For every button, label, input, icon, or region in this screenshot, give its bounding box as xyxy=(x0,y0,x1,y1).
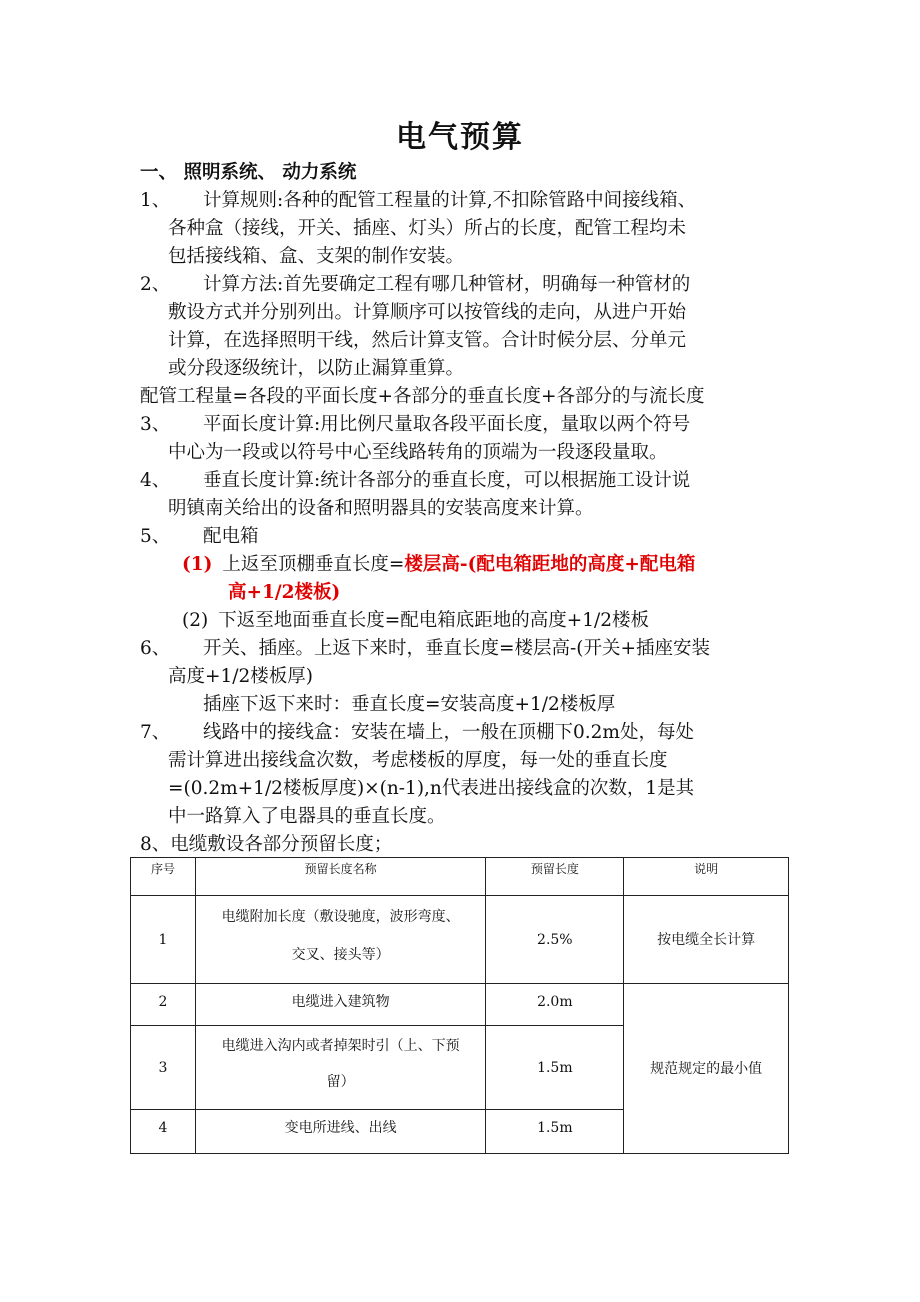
sub-item-number: (2) xyxy=(182,610,209,631)
row-length: 1.5m xyxy=(486,1026,624,1110)
row-number: 4 xyxy=(131,1110,196,1154)
item-number: 4、 xyxy=(140,470,171,491)
sub-item-text: 下返至地面垂直长度=配电箱底距地的高度+1/2楼板 xyxy=(218,610,649,631)
row-name-line: 留） xyxy=(326,1074,355,1090)
row-name-line: 交叉、接头等） xyxy=(291,947,390,963)
item-text: 计算规则:各种的配管工程量的计算,不扣除管路中间接线箱、 xyxy=(203,190,697,211)
row-name xyxy=(195,1026,486,1110)
header-cell: 说明 xyxy=(624,858,789,896)
cable-reserve-table xyxy=(130,857,789,1154)
item-3 xyxy=(140,410,690,440)
item-text: 线路中的接线盒：安装在墙上，一般在顶棚下0.2m处，每处 xyxy=(203,722,694,743)
item-1 xyxy=(140,186,696,216)
item-6-cont: 高度+1/2楼板厚) xyxy=(168,666,313,687)
item-2-cont-3: 或分段逐级统计，以防止漏算重算。 xyxy=(168,358,465,379)
item-6 xyxy=(140,634,710,664)
table-header-row xyxy=(131,858,789,896)
item-number: 7、 xyxy=(140,722,171,743)
section-heading: 一、 照明系统、 动力系统 xyxy=(140,162,357,183)
row-name: 变电所进线、出线 xyxy=(195,1110,486,1154)
sub-item-number: (1) xyxy=(182,554,213,575)
item-text: 计算方法:首先要确定工程有哪几种管材，明确每一种管材的 xyxy=(203,274,691,295)
item-2-cont-1: 敷设方式并分别列出。计算顺序可以按管线的走向，从进户开始 xyxy=(168,302,687,323)
formula-line: 配管工程量=各段的平面长度+各部分的垂直长度+各部分的与流长度 xyxy=(140,386,705,407)
item-7 xyxy=(140,718,694,748)
sub-item-1-cont: 高+1/2楼板) xyxy=(228,582,341,603)
header-cell: 预留长度 xyxy=(486,858,624,896)
item-text: 配电箱 xyxy=(203,526,259,547)
row-name: 电缆进入建筑物 xyxy=(195,984,486,1026)
item-2 xyxy=(140,270,690,300)
item-number: 1、 xyxy=(140,190,171,211)
item-7-cont-1: 需计算进出接线盒次数，考虑楼板的厚度，每一处的垂直长度 xyxy=(168,750,668,771)
page-title: 电气预算 xyxy=(396,120,524,155)
row-number: 2 xyxy=(131,984,196,1026)
item-number: 6、 xyxy=(140,638,171,659)
row-name-line: 电缆附加长度（敷设驰度，波形弯度、 xyxy=(221,909,460,925)
item-1-cont-2: 包括接线箱、盒、支架的制作安装。 xyxy=(168,246,465,267)
table-row xyxy=(131,984,789,1026)
item-text: 开关、插座。上返下来时，垂直长度=楼层高-(开关+插座安装 xyxy=(203,638,710,659)
row-length: 2.5% xyxy=(486,896,624,984)
row-name-line: 电缆进入沟内或者掉架时引（上、下预 xyxy=(221,1038,460,1054)
sub-item-text: 上返至顶棚垂直长度= xyxy=(222,554,405,575)
sub-item-highlight: 楼层高-(配电箱距地的高度+配电箱 xyxy=(404,554,696,575)
row-number: 1 xyxy=(131,896,196,984)
sub-item-2 xyxy=(182,606,649,636)
item-number: 5、 xyxy=(140,526,171,547)
item-4 xyxy=(140,466,690,496)
item-3-cont: 中心为一段或以符号中心至线路转角的顶端为一段逐段量取。 xyxy=(168,442,668,463)
item-8: 8、电缆敷设各部分预留长度； xyxy=(140,834,393,855)
item-number: 2、 xyxy=(140,274,171,295)
row-name xyxy=(195,896,486,984)
row-length: 2.0m xyxy=(486,984,624,1026)
item-7-cont-2: =(0.2m+1/2楼板厚度)×(n-1),n代表进出接线盒的次数，1是其 xyxy=(168,778,695,799)
item-7-cont-3: 中一路算入了电器具的垂直长度。 xyxy=(168,806,446,827)
item-text: 平面长度计算:用比例尺量取各段平面长度，量取以两个符号 xyxy=(203,414,691,435)
item-2-cont-2: 计算，在选择照明干线，然后计算支管。合计时候分层、分单元 xyxy=(168,330,687,351)
item-text: 垂直长度计算:统计各部分的垂直长度，可以根据施工设计说 xyxy=(203,470,691,491)
table-row xyxy=(131,896,789,984)
row-note: 按电缆全长计算 xyxy=(624,896,789,984)
item-6-extra: 插座下返下来时：垂直长度=安装高度+1/2楼板厚 xyxy=(203,694,616,715)
item-4-cont: 明镇南关给出的设备和照明器具的安装高度来计算。 xyxy=(168,498,594,519)
row-number: 3 xyxy=(131,1026,196,1110)
item-number: 3、 xyxy=(140,414,171,435)
row-length: 1.5m xyxy=(486,1110,624,1154)
row-note: 规范规定的最小值 xyxy=(624,984,789,1154)
header-cell: 序号 xyxy=(131,858,196,896)
item-5 xyxy=(140,522,259,552)
header-cell: 预留长度名称 xyxy=(195,858,486,896)
item-1-cont-1: 各种盒（接线，开关、插座、灯头）所占的长度，配管工程均未 xyxy=(168,218,687,239)
sub-item-1 xyxy=(182,550,695,580)
